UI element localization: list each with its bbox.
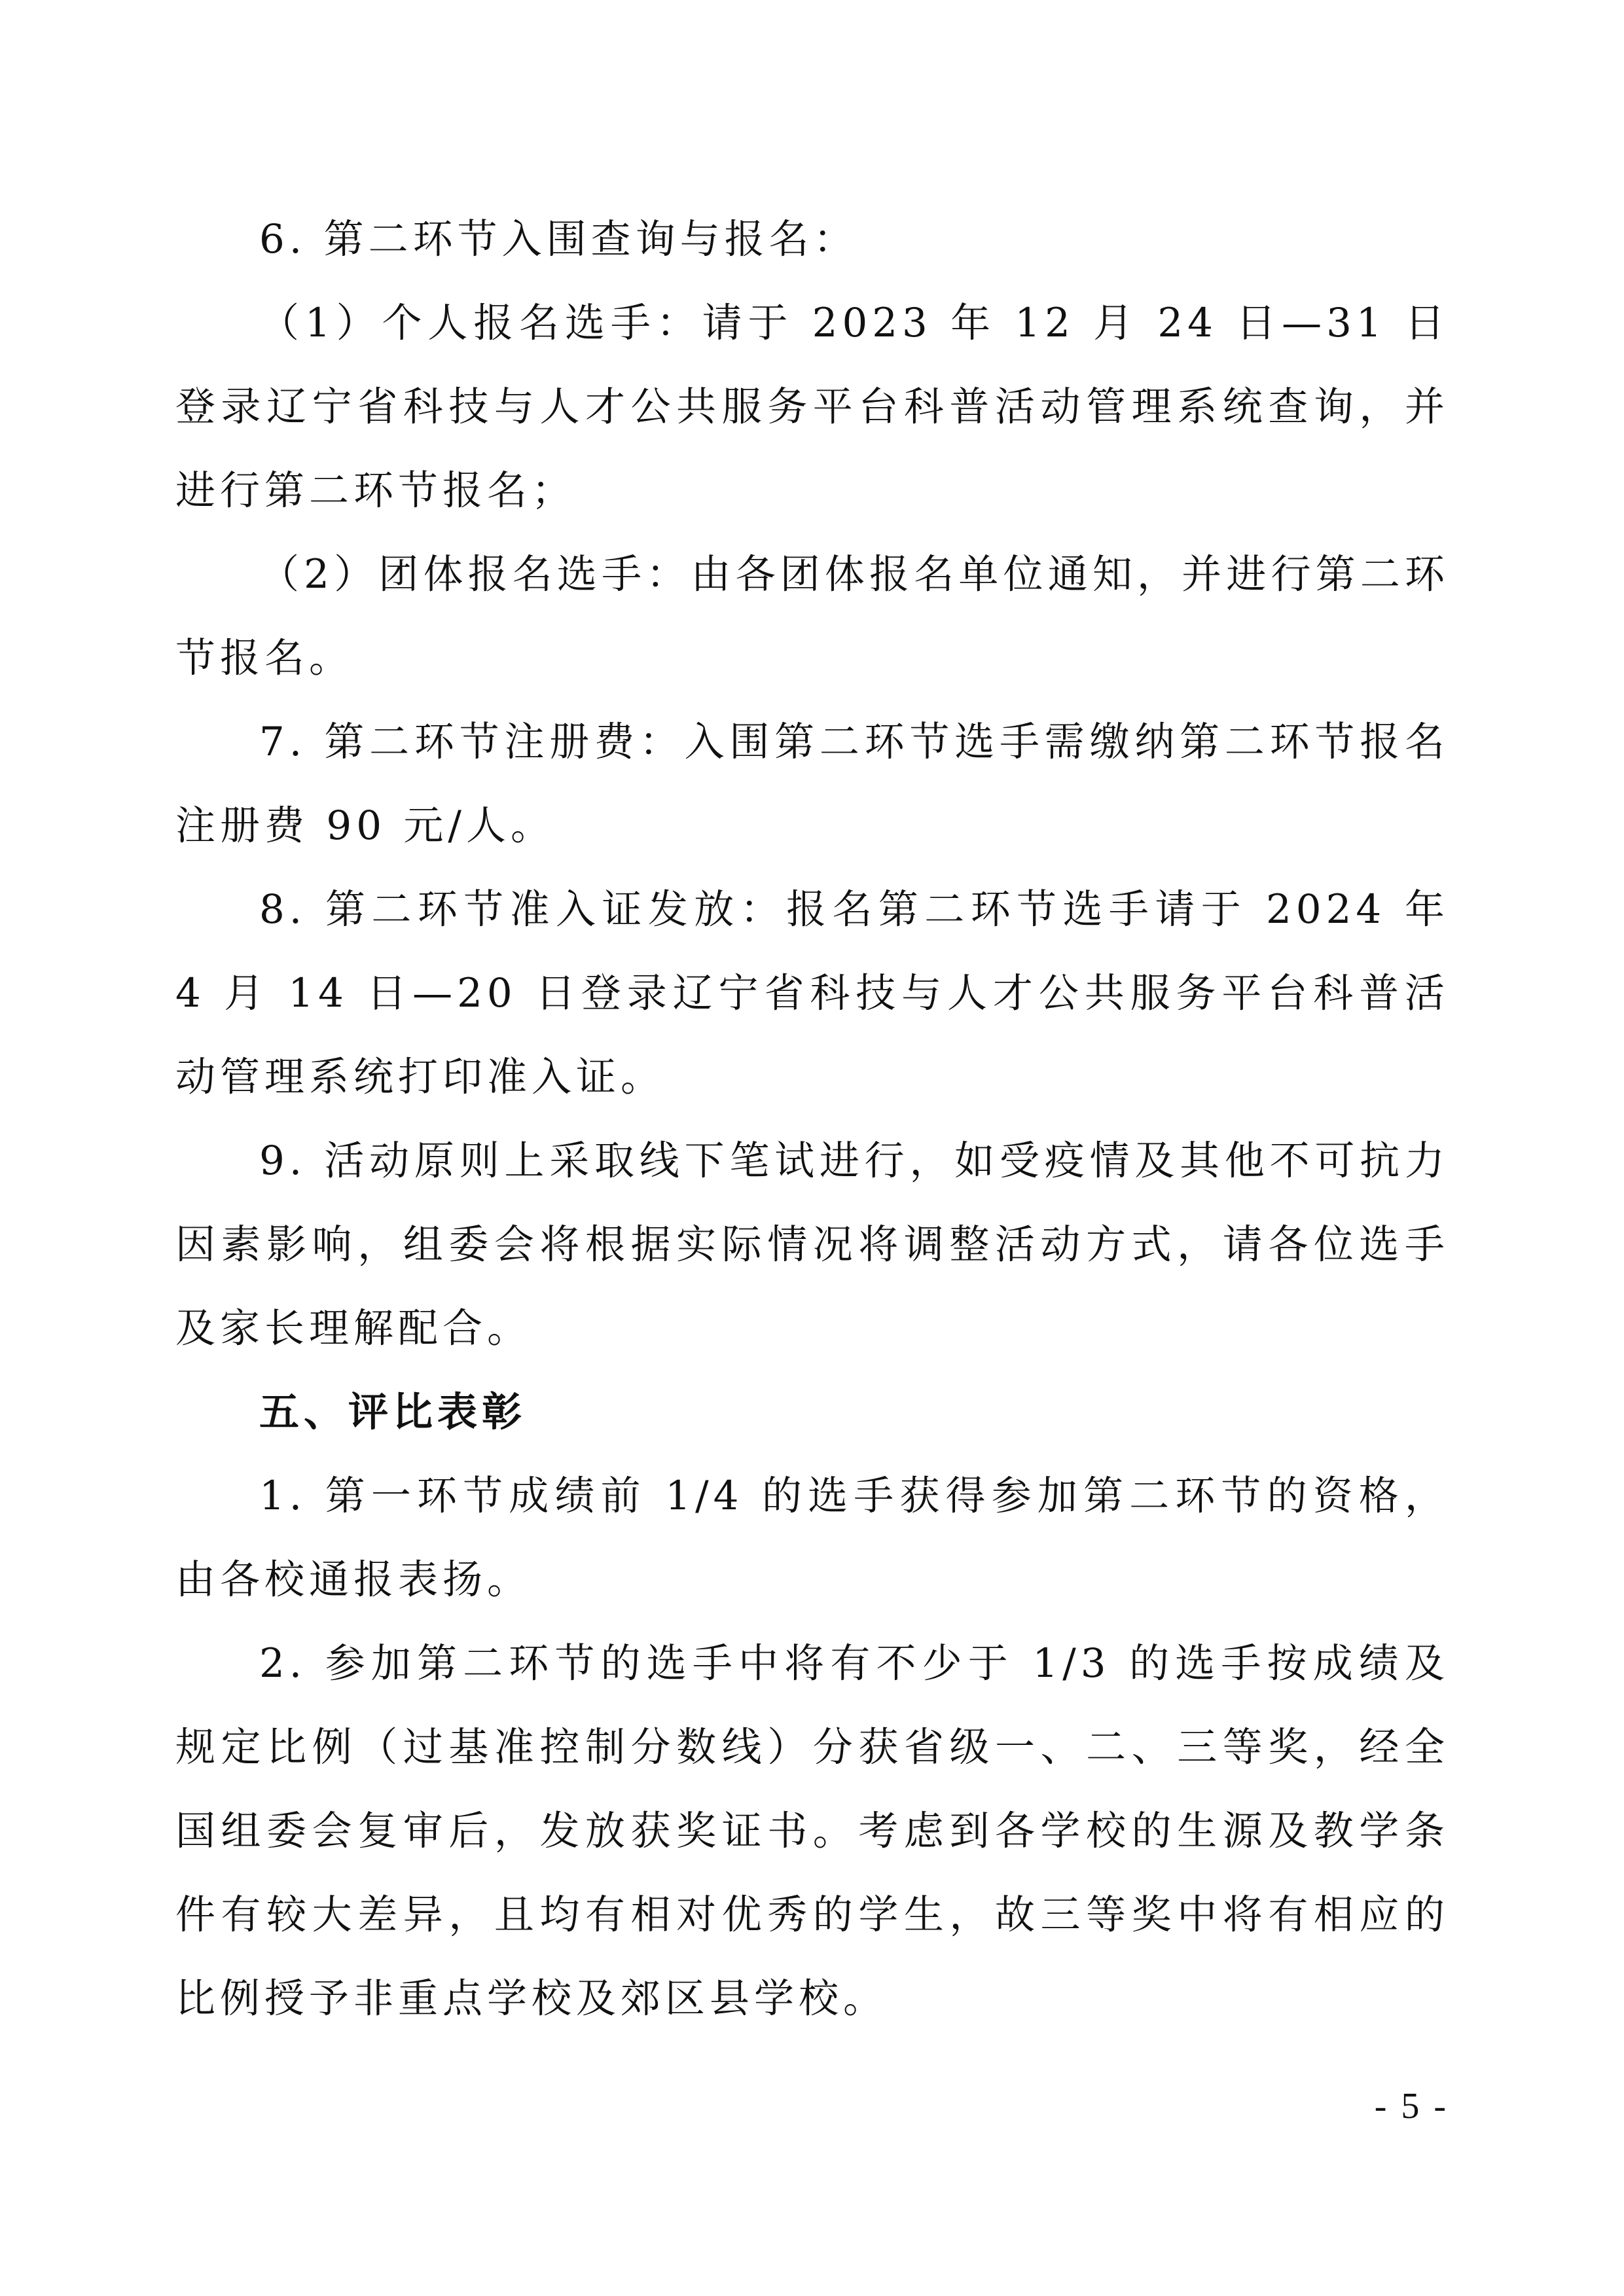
paragraph-item-9: 9. 活动原则上采取线下笔试进行，如受疫情及其他不可抗力因素影响，组委会将根据实际情况将调整活动方式，请各位选手及家长理解配合。 [175,1138,1449,1352]
paragraph-item-8: 8. 第二环节准入证发放：报名第二环节选手请于 2024 年 4 月 14 日—20 日登录辽宁省科技与人才公共服务平台科普活动管理系统打印准入证。 [175,886,1449,1100]
paragraph-item-6-1: （1）个人报名选手：请于 2023 年 12 月 24 日—31 日登录辽宁省科技与人才公共服务平台科普活动管理系统查询，并进行第二环节报名； [175,300,1449,514]
section-heading-evaluation: 五、评比表彰 [259,1389,527,1435]
section-paragraph-2: 2. 参加第二环节的选手中将有不少于 1/3 的选手按成绩及规定比例（过基准控制分数线）分获省级一、二、三等奖，经全国组委会复审后，发放获奖证书。考虑到各学校的生源及教学条件有较大差异，且均有相对优秀的学生，故三等奖中将有相应的比例授予非重点学校及郊区县学校。 [175,1640,1449,2022]
paragraph-item-7: 7. 第二环节注册费：入围第二环节选手需缴纳第二环节报名注册费 90 元/人。 [175,719,1449,849]
paragraph-item-6-2: （2）团体报名选手：由各团体报名单位通知，并进行第二环节报名。 [175,551,1449,681]
section-paragraph-1: 1. 第一环节成绩前 1/4 的选手获得参加第二环节的资格，由各校通报表扬。 [175,1473,1449,1603]
page-content [175,198,1449,2041]
paragraph-item-6: 6. 第二环节入围查询与报名： [259,216,858,262]
page-number: - 5 - [1374,2086,1449,2126]
